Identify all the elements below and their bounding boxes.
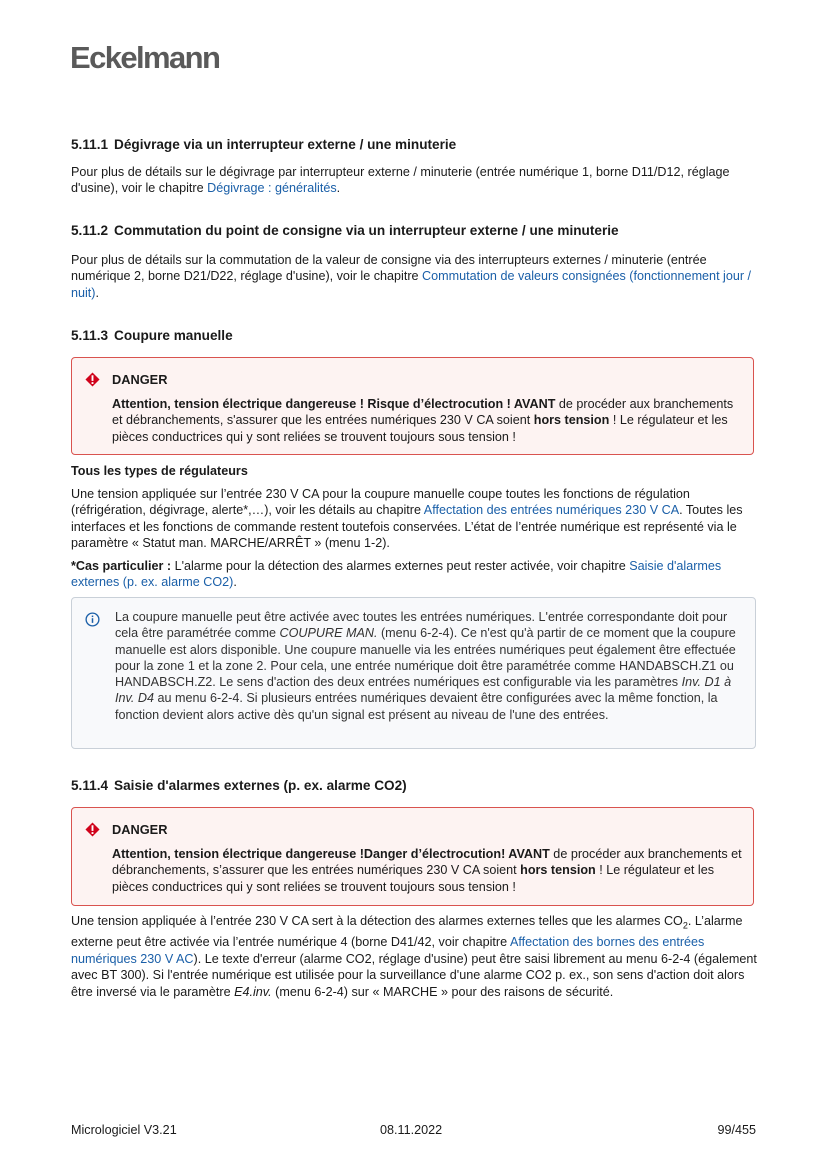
info-icon [85, 612, 100, 627]
bold-text: hors tension [520, 863, 596, 878]
company-logo: Eckelmann [70, 40, 220, 75]
italic-text: E4.inv. [234, 984, 272, 999]
text: L'alarme pour la détection des alarmes externes peut rester activée, voir chapitre [171, 559, 630, 573]
text: . [336, 181, 341, 196]
section-heading-5-11-1 [71, 137, 757, 152]
bold-text: *Cas particulier : [71, 559, 172, 573]
info-text [115, 609, 741, 723]
section-heading-5-11-2 [71, 223, 757, 238]
danger-box [71, 807, 754, 906]
link-degivrage[interactable]: Dégivrage : généralités [207, 181, 337, 196]
subheading: Tous les types de régulateurs [71, 464, 248, 478]
section-number: 5.11.4 [71, 778, 109, 793]
section-title: Coupure manuelle [114, 328, 233, 343]
text: ! Le régulateur et les pièces conductrices qui y sont reliées se trouvent toujours sous tension ! [112, 863, 715, 894]
danger-label: DANGER [112, 822, 168, 837]
text: ! Le régulateur et les pièces conductrices qui y sont reliées se trouvent toujours sous tension ! [112, 413, 728, 444]
text: Pour plus de détails sur la commutation de la valeur de consigne via des interrupteurs externes / minuterie (entrée numérique 2, borne D21/D22, réglage d'usine), voir le chapitre [71, 253, 707, 284]
section-title: Dégivrage via un interrupteur externe / une minuterie [114, 137, 457, 152]
bold-text: Attention, tension électrique dangereuse ! Risque d’électrocution ! AVANT [112, 397, 556, 411]
danger-text [112, 396, 743, 445]
link-affectation-bornes[interactable]: Affectation des bornes des entrées numériques 230 V AC [71, 935, 705, 966]
text: (menu 6-2-4). Ce n'est qu'à partir de ce moment que la coupure manuelle est alors disponible. Une coupure manuelle via les entrées numériques peut également être effectuée pour la zone 1 et la zone 2. Pour cela, une entrée numérique doit être paramétrée comme HANDABSCH.Z1 ou HANDABSCH.Z2. Le sens d'action des deux entrées numériques est configurable via les paramètres [115, 626, 736, 690]
link-commutation[interactable]: Commutation de valeurs consignées (fonctionnement jour / nuit) [71, 269, 752, 300]
info-box [71, 597, 756, 749]
paragraph [71, 164, 757, 197]
text: ). Le texte d'erreur (alarme CO2, réglage d'usine) peut être saisi librement au menu 6-2-4 (également avec BT 300). Si l'entrée numérique est utilisée pour la surveillance d'une alarme CO2 p. ex., son sens d'action doit alors être inversé via le paramètre [71, 951, 757, 999]
italic-text: Inv. D1 à Inv. D4 [115, 675, 732, 706]
section-number: 5.11.2 [71, 223, 109, 238]
paragraph [71, 558, 757, 591]
footer-page-number: 99/455 [717, 1123, 756, 1137]
danger-icon [85, 372, 100, 387]
text: . Toutes les interfaces et les fonctions de commande restent toutefois conservées. L’état de l’entrée numérique est représenté via le paramètre « Statut man. MARCHE/ARRÊT » (menu 1-2). [71, 503, 743, 550]
text: . L’alarme externe peut être activée via l’entrée numérique 4 (borne D41/42, voir chapitre [71, 914, 743, 950]
danger-text [112, 846, 743, 895]
paragraph [71, 913, 757, 1000]
link-affectation-entrees[interactable]: Affectation des entrées numériques 230 V CA [423, 503, 680, 518]
text: de procéder aux branchements et débranchements, s’assurer que les entrées numériques 230 V CA soient [112, 847, 742, 878]
footer-date: 08.11.2022 [380, 1123, 443, 1137]
danger-box [71, 357, 754, 455]
section-title: Commutation du point de consigne via un interrupteur externe / une minuterie [114, 223, 619, 238]
text: de procéder aux branchements et débranchements, s'assurer que les entrées numériques 230 V CA soient [112, 397, 734, 428]
section-title: Saisie d'alarmes externes (p. ex. alarme CO2) [114, 778, 407, 793]
italic-text: COUPURE MAN. [279, 626, 378, 641]
text: Une tension appliquée à l’entrée 230 V CA sert à la détection des alarmes externes telles que les alarmes CO [71, 914, 683, 928]
danger-icon [85, 822, 100, 837]
text: (menu 6-2-4) sur « MARCHE » pour des raisons de sécurité. [271, 984, 614, 999]
section-number: 5.11.1 [71, 137, 109, 152]
text: Une tension appliquée sur l’entrée 230 V CA pour la coupure manuelle coupe toutes les fonctions de régulation (réfrigération, dégivrage, alerte*,…), voir les détails au chapitre [71, 487, 690, 518]
danger-label: DANGER [112, 372, 168, 387]
text: . [233, 575, 237, 590]
section-number: 5.11.3 [71, 328, 109, 343]
subscript: 2 [682, 920, 688, 931]
paragraph [71, 486, 757, 551]
paragraph [71, 252, 757, 301]
text: Pour plus de détails sur le dégivrage par interrupteur externe / minuterie (entrée numérique 1, borne D11/D12, réglage d'usine), voir le chapitre [71, 165, 730, 196]
section-heading-5-11-4 [71, 778, 757, 793]
link-saisie-alarmes[interactable]: Saisie d'alarmes externes (p. ex. alarme CO2) [71, 559, 722, 590]
footer-version: Micrologiciel V3.21 [71, 1123, 177, 1137]
bold-text: hors tension [533, 413, 610, 428]
text: . [95, 285, 99, 300]
text: au menu 6-2-4. Si plusieurs entrées numériques devaient être configurées avec la même fonction, la fonction devient alors active dès qu'un signal est présent au niveau de l'une des entrées. [115, 691, 718, 722]
section-heading-5-11-3 [71, 328, 757, 343]
bold-text: Attention, tension électrique dangereuse !Danger d’électrocution! AVANT [112, 847, 550, 861]
text: La coupure manuelle peut être activée avec toutes les entrées numériques. L'entrée correspondante doit pour cela être paramétrée comme [115, 610, 728, 641]
